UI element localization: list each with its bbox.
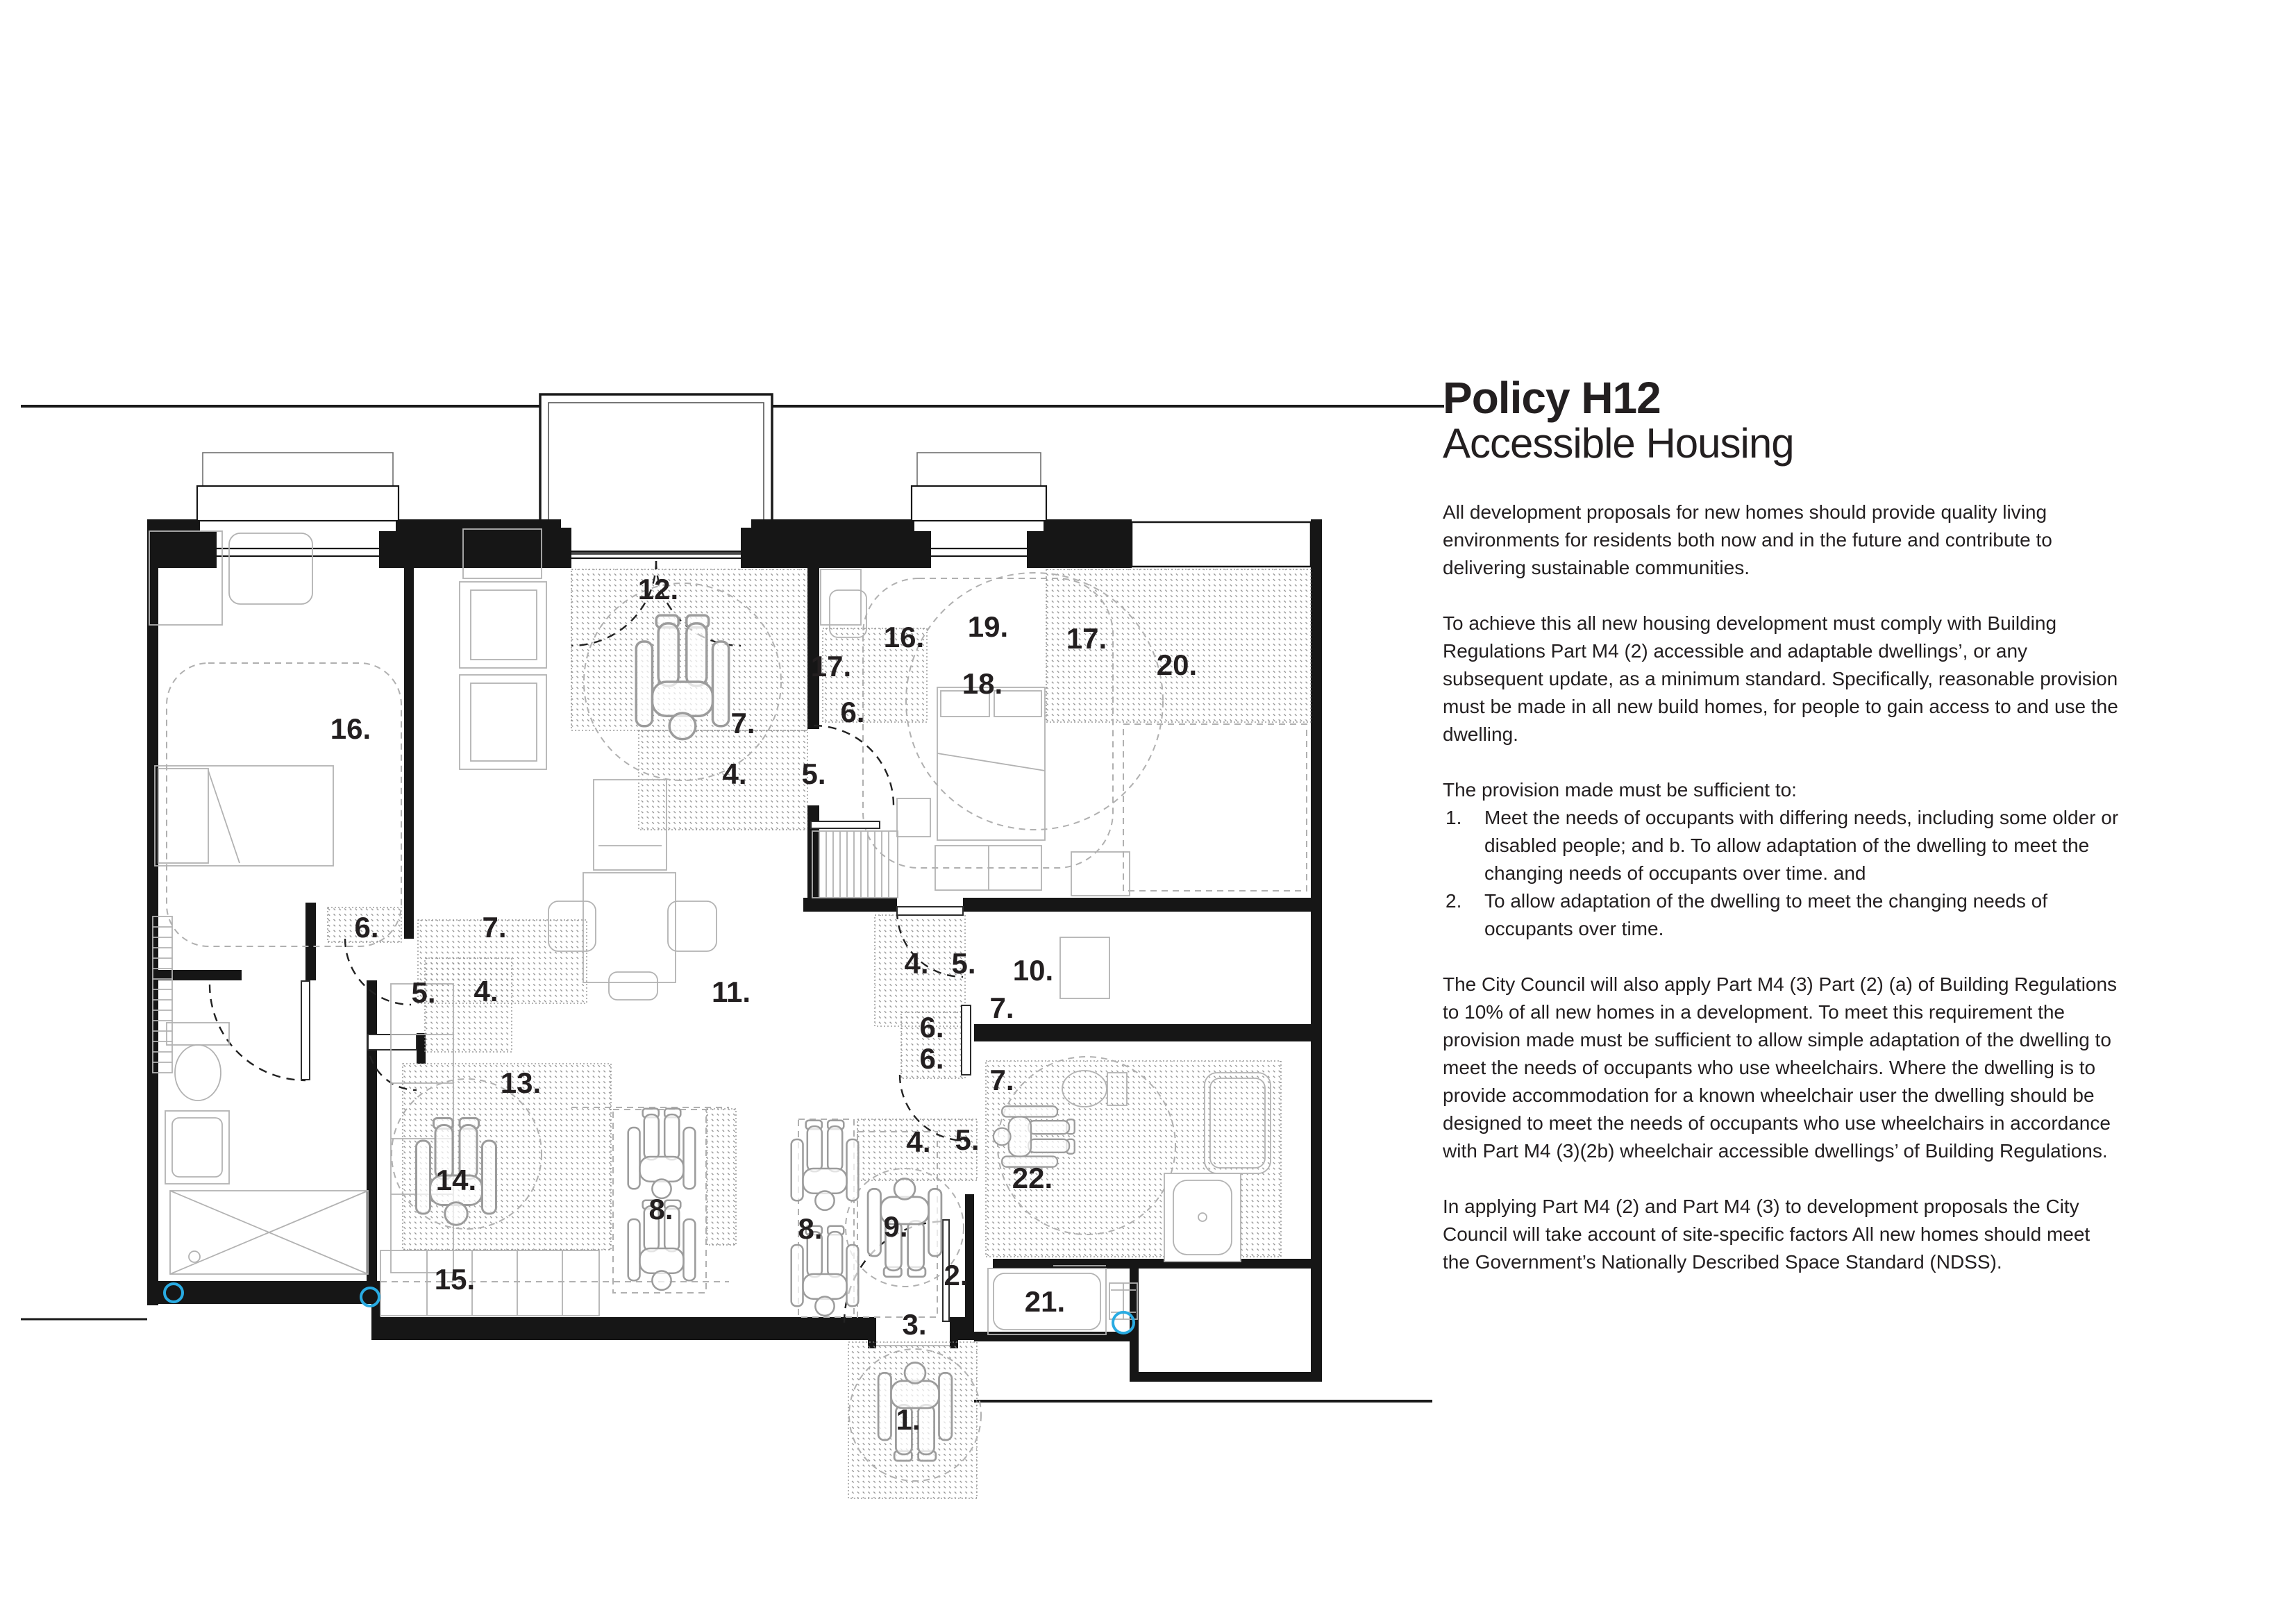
plan-label-17: 17. [1066, 622, 1107, 655]
plan-label-1: 1. [896, 1403, 921, 1436]
plan-label-7: 7. [989, 991, 1014, 1024]
plan-label-13: 13. [500, 1066, 542, 1099]
balcony [540, 394, 772, 553]
plan-label-12: 12. [637, 573, 679, 605]
toilet-cistern [167, 1023, 229, 1045]
plan-label-8: 8. [648, 1193, 673, 1225]
policy-paragraph-5: In applying Part M4 (2) and Part M4 (3) to development proposals the City Council will take account of site-specific factors All new homes should meet the Government’s Nationally Described Space Standard (NDSS). [1443, 1196, 2090, 1273]
plan-label-11: 11. [711, 976, 751, 1008]
hall-door-arc [345, 939, 411, 1005]
plan-label-20: 20. [1156, 648, 1198, 681]
bedroom16-furniture [149, 531, 333, 866]
plan-label-4: 4. [904, 947, 929, 980]
plan-label-19: 19. [967, 610, 1009, 643]
plan-label-5: 5. [951, 947, 976, 980]
plan-label-7: 7. [482, 911, 507, 944]
plan-label-5: 5. [955, 1123, 980, 1156]
plan-label-4: 4. [474, 975, 498, 1007]
policy-paragraph-4: The City Council will also apply Part M4 (3) Part (2) (a) of Building Regulations to 10% of all new homes in a development. To meet this requirement the provision made must be sufficient to allow simple adaptation of the dwelling to meet the needs of occupants who use wheelchairs. Where the dwelling is to provide accommodation for a known wheelchair user the dwelling should be designed to meet the needs of occupants who use wheelchairs in accordance with Part M4 (3)(2b) wheelchair accessible dwellings’ of Building Regulations. [1443, 973, 2118, 1162]
window-bedroom-16 [197, 453, 399, 556]
bed-double [937, 687, 1045, 840]
policy-paragraph-1: All development proposals for new homes should provide quality living environments for residents both now and in the future and contribute to delivering sustainable communities. [1443, 501, 2052, 578]
bathroom16-door-arc [210, 985, 305, 1080]
top-right-wall-band [1132, 522, 1311, 567]
plan-label-3: 3. [902, 1308, 927, 1341]
plan-label-5: 5. [411, 976, 436, 1009]
plan-label-10: 10. [1012, 954, 1054, 987]
plan-label-21: 21. [1024, 1285, 1066, 1318]
plan-label-6: 6. [840, 696, 865, 728]
plan-label-4: 4. [906, 1125, 931, 1158]
plan-label-17: 17. [810, 650, 852, 683]
toilet-bowl [175, 1045, 221, 1100]
plan-label-2: 2. [944, 1259, 969, 1291]
plan-label-5: 5. [801, 757, 826, 790]
dining-table [583, 873, 676, 982]
policy-list-item-2 [1443, 887, 2120, 943]
list-text: To allow adaptation of the dwelling to meet the changing needs of occupants over time. [1484, 890, 2048, 939]
plan-label-4: 4. [722, 757, 747, 790]
washbasin [165, 1111, 229, 1184]
list-number: 1. [1446, 807, 1462, 828]
bed-single [155, 766, 333, 866]
policy-list-intro: The provision made must be sufficient to: [1443, 779, 1797, 801]
plan-label-14: 14. [435, 1164, 477, 1196]
plan-label-16: 16. [883, 621, 925, 653]
wardrobe [812, 831, 898, 898]
plan-label-8: 8. [798, 1212, 823, 1245]
plan-label-7: 7. [989, 1064, 1014, 1096]
plan-label-18: 18. [962, 667, 1003, 700]
plan-label-9: 9. [883, 1210, 908, 1243]
window-bedroom-19 [912, 453, 1046, 556]
policy-list-item-1 [1443, 804, 2120, 887]
plan-label-6: 6. [919, 1011, 944, 1044]
wheelchair-bay-b1 [791, 1121, 859, 1210]
wheelchair-bay-a1 [628, 1109, 696, 1198]
room10-table [1060, 937, 1109, 998]
policy-paragraph-2: To achieve this all new housing development must comply with Building Regulations Part M4 (2) accessible and adaptable dwellings’, or any subsequent update, as a minimum standard. Specifically, reasonable provision must be made in all new build homes, for people to gain access to and use the dwelling. [1443, 612, 2118, 745]
policy-column [1443, 375, 2120, 1276]
policy-subtitle: Accessible Housing [1443, 420, 1794, 467]
list-text: Meet the needs of occupants with differing needs, including some older or disabled people; and b. To allow adaptation of the dwelling to meet the changing needs of occupants over time. and [1484, 807, 2119, 884]
plan-label-6: 6. [919, 1042, 944, 1075]
list-number: 2. [1446, 890, 1462, 912]
plan-label-22: 22. [1012, 1162, 1053, 1194]
plan-label-16: 16. [330, 712, 371, 745]
plan-label-6: 6. [354, 911, 379, 944]
plan-label-7: 7. [730, 707, 755, 739]
plan-label-15: 15. [434, 1263, 476, 1296]
policy-list [1443, 804, 2120, 943]
policy-title: Policy H12 [1443, 373, 1661, 423]
